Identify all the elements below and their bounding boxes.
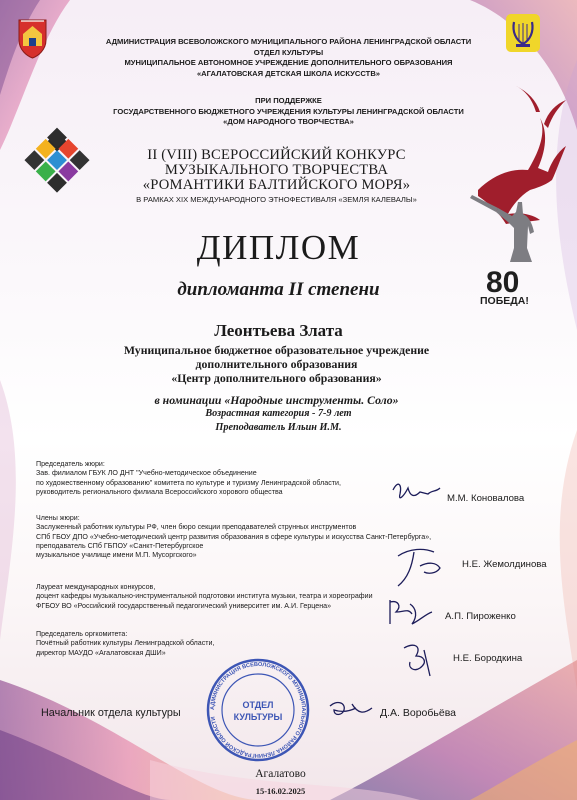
support-line-2: ГОСУДАРСТВЕННОГО БЮДЖЕТНОГО УЧРЕЖДЕНИЯ КУЛЬТУРЫ ЛЕНИНГРАДСКОЙ ОБЛАСТИ — [113, 106, 464, 116]
jury-member-1-desc-4: музыкальное училище имени М.П. Мусоргского» — [36, 551, 197, 560]
support-line-1: ПРИ ПОДДЕРЖКЕ — [255, 96, 322, 105]
nomination: в номинации «Народные инструменты. Соло» — [154, 393, 399, 407]
jury-member-1-block — [36, 514, 476, 560]
support-line-3: «ДОМ НАРОДНОГО ТВОРЧЕСТВА» — [223, 117, 354, 126]
org-line-1: Муниципальное бюджетное образовательное учреждение — [123, 343, 430, 357]
jury-member-2-desc-1: Лауреат международных конкурсов, — [36, 583, 156, 591]
jury-chair-block — [36, 460, 446, 497]
stamp-center-line2: КУЛЬТУРЫ — [233, 712, 283, 722]
footer-date: 15-16.02.2025 — [255, 786, 306, 796]
diploma-degree: дипломанта II степени — [177, 279, 380, 300]
badge-word: ПОБЕДА! — [480, 295, 529, 307]
support-block — [0, 96, 577, 128]
jury-member-2-block — [36, 583, 476, 611]
jury-chair-name: М.М. Коновалова — [447, 493, 525, 504]
jury-members-label: Члены жюри: — [36, 514, 80, 522]
teacher: Преподаватель Ильин И.М. — [215, 422, 342, 433]
header-line-2: ОТДЕЛ КУЛЬТУРЫ — [253, 47, 324, 57]
jury-chair-desc-1: Зав. филиалом ГБУК ЛО ДНТ "Учебно-методическое объединение — [36, 469, 257, 478]
official-stamp — [208, 660, 308, 760]
recipient-org-block — [0, 343, 565, 385]
contest-line-3: «РОМАНТИКИ БАЛТИЙСКОГО МОРЯ» — [142, 177, 411, 193]
jury-chair-desc-3: руководитель регионального филиала Всероссийского хорового общества — [36, 487, 283, 496]
jury-chair-desc-2: по художественному образованию" комитета по культуре и туризму Ленинградской области, — [36, 478, 341, 487]
org-committee-label: Председатель оргкомитета: — [36, 630, 128, 638]
jury-member-1-name: Н.Е. Жемолдинова — [462, 559, 547, 570]
jury-member-1-desc-1: Заслуженный работник культуры РФ, член бюро секции преподавателей струнных инструментов — [36, 523, 357, 532]
diploma-title: ДИПЛОМ — [196, 228, 361, 267]
contest-line-2: МУЗЫКАЛЬНОГО ТВОРЧЕСТВА — [164, 162, 389, 178]
header-line-4: «АГАЛАТОВСКАЯ ДЕТСКАЯ ШКОЛА ИСКУССТВ» — [196, 68, 381, 78]
org-committee-desc-2: директор МАУДО «Агалатовская ДШИ» — [36, 648, 166, 657]
footer-city: Агалатово — [255, 768, 306, 780]
jury-member-2-desc-3: ФГБОУ ВО «Российский государственный педагогический университет им. А.И. Герцена» — [36, 601, 332, 610]
head-label: Начальник отдела культуры — [41, 707, 181, 719]
header-block — [0, 37, 577, 79]
age-category: Возрастная категория - 7-9 лет — [205, 408, 352, 419]
header-line-3: МУНИЦИПАЛЬНОЕ АВТОНОМНОЕ УЧРЕЖДЕНИЕ ДОПОЛНИТЕЛЬНОГО ОБРАЗОВАНИЯ — [124, 58, 453, 67]
header-line-1: АДМИНИСТРАЦИЯ ВСЕВОЛОЖСКОГО МУНИЦИПАЛЬНОГО РАЙОНА ЛЕНИНГРАДСКОЙ ОБЛАСТИ — [105, 37, 472, 46]
org-committee-name: Н.Е. Бородкина — [453, 653, 523, 664]
stamp-ring-text: АДМИНИСТРАЦИЯ ВСЕВОЛОЖСКОГО МУНИЦИПАЛЬНОГО РАЙОНА ЛЕНИНГРАДСКОЙ ОБЛАСТИ — [209, 661, 307, 759]
org-committee-desc-1: Почётный работник культуры Ленинградской области, — [36, 639, 215, 648]
jury-member-2-name: А.П. Пироженко — [445, 611, 516, 622]
jury-member-1-desc-2: СПб ГБОУ ДПО «Учебно-методический центр развития образования в сфере культуры и искусства Санкт-Петербурга», — [36, 532, 432, 541]
org-line-2: дополнительного образования — [195, 357, 358, 371]
jury-member-1-desc-3: преподаватель СПб ГБПОУ «Санкт-Петербургское — [36, 541, 204, 550]
contest-line-4: В РАМКАХ XIX МЕЖДУНАРОДНОГО ЭТНОФЕСТИВАЛЯ «ЗЕМЛЯ КАЛЕВАЛЫ» — [136, 195, 417, 204]
jury-chair-label: Председатель жюри: — [36, 460, 105, 468]
signature-vorobyova — [330, 703, 372, 715]
contest-title-block — [0, 148, 565, 204]
jury-member-2-desc-2: доцент кафедры музыкально-инструментальной подготовки института музыки, театра и хореографии — [36, 592, 373, 601]
badge-number: 80 — [486, 266, 520, 299]
recipient-name: Леонтьева Злата — [214, 321, 343, 340]
org-line-3: «Центр дополнительного образования» — [171, 371, 382, 385]
head-name: Д.А. Воробьёва — [380, 707, 457, 719]
contest-line-1: II (VIII) ВСЕРОССИЙСКИЙ КОНКУРС — [147, 147, 406, 163]
org-committee-block — [36, 630, 446, 658]
stamp-center-line1: ОТДЕЛ — [242, 700, 274, 710]
